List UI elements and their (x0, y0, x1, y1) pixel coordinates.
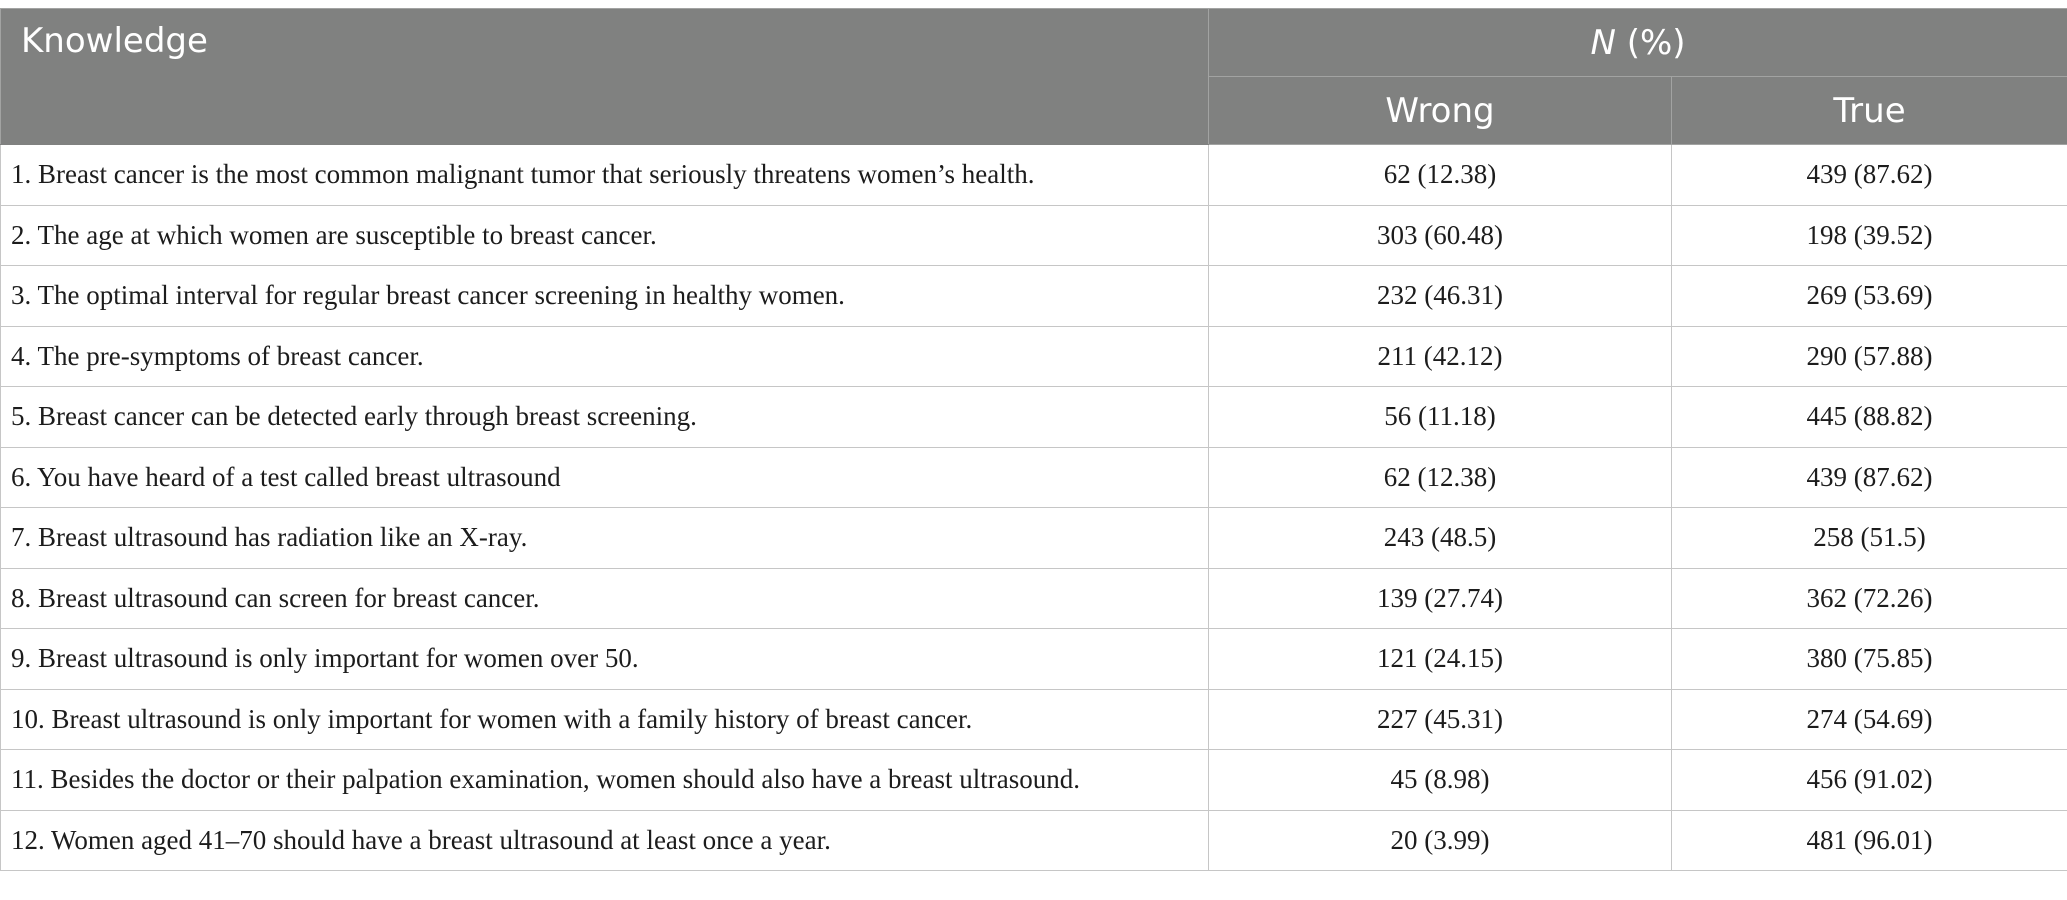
wrong-count-cell: 139 (27.74) (1209, 568, 1672, 629)
wrong-column-header: Wrong (1209, 77, 1672, 145)
table-row (1, 266, 2067, 327)
knowledge-item-cell: 5. Breast cancer can be detected early through breast screening. (1, 387, 1209, 448)
true-column-header: True (1672, 77, 2067, 145)
n-symbol: N (1590, 22, 1616, 63)
knowledge-item-cell: 12. Women aged 41–70 should have a breast ultrasound at least once a year. (1, 810, 1209, 871)
wrong-count-cell: 243 (48.5) (1209, 508, 1672, 569)
knowledge-item-cell: 7. Breast ultrasound has radiation like an X-ray. (1, 508, 1209, 569)
table-row (1, 447, 2067, 508)
wrong-count-cell: 211 (42.12) (1209, 326, 1672, 387)
wrong-count-cell: 20 (3.99) (1209, 810, 1672, 871)
table-body (1, 145, 2067, 871)
header-row-top (1, 9, 2067, 77)
true-count-cell: 456 (91.02) (1672, 750, 2067, 811)
table-row (1, 568, 2067, 629)
knowledge-table-container (0, 8, 2067, 871)
n-percent-column-header (1209, 9, 2067, 77)
table-row (1, 145, 2067, 206)
table-row (1, 508, 2067, 569)
true-count-cell: 274 (54.69) (1672, 689, 2067, 750)
true-count-cell: 380 (75.85) (1672, 629, 2067, 690)
knowledge-column-header: Knowledge (1, 9, 1209, 145)
knowledge-item-cell: 3. The optimal interval for regular breast cancer screening in healthy women. (1, 266, 1209, 327)
knowledge-item-cell: 1. Breast cancer is the most common malignant tumor that seriously threatens women’s health. (1, 145, 1209, 206)
table-row (1, 326, 2067, 387)
knowledge-item-cell: 4. The pre-symptoms of breast cancer. (1, 326, 1209, 387)
table-row (1, 205, 2067, 266)
true-count-cell: 269 (53.69) (1672, 266, 2067, 327)
table-row (1, 689, 2067, 750)
knowledge-item-cell: 8. Breast ultrasound can screen for breast cancer. (1, 568, 1209, 629)
wrong-count-cell: 227 (45.31) (1209, 689, 1672, 750)
knowledge-table (0, 8, 2067, 871)
wrong-count-cell: 232 (46.31) (1209, 266, 1672, 327)
knowledge-item-cell: 10. Breast ultrasound is only important for women with a family history of breast cancer. (1, 689, 1209, 750)
true-count-cell: 439 (87.62) (1672, 447, 2067, 508)
true-count-cell: 362 (72.26) (1672, 568, 2067, 629)
table-row (1, 387, 2067, 448)
wrong-count-cell: 45 (8.98) (1209, 750, 1672, 811)
true-count-cell: 258 (51.5) (1672, 508, 2067, 569)
table-header (1, 9, 2067, 145)
knowledge-item-cell: 6. You have heard of a test called breast ultrasound (1, 447, 1209, 508)
true-count-cell: 290 (57.88) (1672, 326, 2067, 387)
knowledge-item-cell: 11. Besides the doctor or their palpation examination, women should also have a breast ultrasound. (1, 750, 1209, 811)
true-count-cell: 481 (96.01) (1672, 810, 2067, 871)
wrong-count-cell: 121 (24.15) (1209, 629, 1672, 690)
true-count-cell: 445 (88.82) (1672, 387, 2067, 448)
true-count-cell: 439 (87.62) (1672, 145, 2067, 206)
table-row (1, 629, 2067, 690)
table-row (1, 810, 2067, 871)
wrong-count-cell: 62 (12.38) (1209, 145, 1672, 206)
wrong-count-cell: 62 (12.38) (1209, 447, 1672, 508)
n-suffix: (%) (1615, 22, 1686, 63)
table-row (1, 750, 2067, 811)
wrong-count-cell: 303 (60.48) (1209, 205, 1672, 266)
knowledge-item-cell: 9. Breast ultrasound is only important for women over 50. (1, 629, 1209, 690)
knowledge-item-cell: 2. The age at which women are susceptible to breast cancer. (1, 205, 1209, 266)
true-count-cell: 198 (39.52) (1672, 205, 2067, 266)
wrong-count-cell: 56 (11.18) (1209, 387, 1672, 448)
